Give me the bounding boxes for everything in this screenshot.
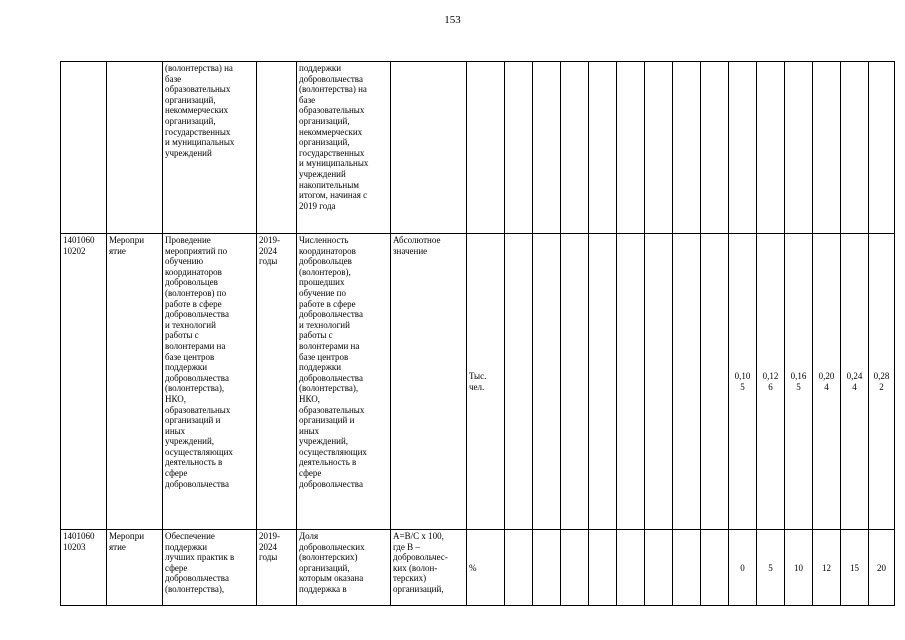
value-cell (505, 62, 533, 234)
value-cell (673, 530, 701, 606)
value-cell (505, 530, 533, 606)
event-name-cell: (волонтерства) на базе образовательных организаций, некоммерческих организаций, государственных и муниципальных учреждений (163, 62, 257, 234)
value-cell (701, 530, 729, 606)
unit-cell: % (467, 530, 505, 606)
unit-cell (467, 62, 505, 234)
value-cell (785, 62, 813, 234)
value-cell (701, 62, 729, 234)
value-cell (617, 62, 645, 234)
period-cell: 2019- 2024 годы (257, 234, 297, 530)
value-cell (533, 62, 561, 234)
table-row (61, 234, 895, 530)
value-cell (757, 62, 785, 234)
value-cell (645, 62, 673, 234)
indicator-cell: Доля добровольческих (волонтерских) организаций, которым оказана поддержка в (297, 530, 391, 606)
value-cell (841, 62, 869, 234)
value-cell (589, 62, 617, 234)
value-cell (813, 62, 841, 234)
value-cell: 0,28 2 (869, 234, 895, 530)
value-cell (561, 530, 589, 606)
method-cell: A=B/C x 100, где B – добровольчес- ких (волон- терских) организаций, (391, 530, 467, 606)
table-row (61, 530, 895, 606)
indicator-cell: Численность координаторов добровольцев (волонтеров), прошедших обучение по работе в сфере добровольчества и технологий работы с волонтерами на базе центров поддержки добровольчества (волонтерства), НКО, образовательных организаций и иных учреждений, осуществляющих деятельность в сфере добровольчества (297, 234, 391, 530)
method-cell: Абсолютное значение (391, 234, 467, 530)
event-name-cell: Обеспечение поддержки лучших практик в сфере добровольчества (волонтерства), (163, 530, 257, 606)
value-cell (533, 530, 561, 606)
type-cell (107, 62, 163, 234)
type-cell: Меропри ятие (107, 530, 163, 606)
indicator-cell: поддержки добровольчества (волонтерства) на базе образовательных организаций, некоммерческих организаций, государственных и муниципальных учреждений накопительным итогом, начиная с 2019 года (297, 62, 391, 234)
program-table (60, 61, 895, 606)
value-cell (533, 234, 561, 530)
value-cell: 10 (785, 530, 813, 606)
code-cell (61, 62, 107, 234)
value-cell: 12 (813, 530, 841, 606)
value-cell: 0,10 5 (729, 234, 757, 530)
value-cell (701, 234, 729, 530)
value-cell: 0,16 5 (785, 234, 813, 530)
period-cell (257, 62, 297, 234)
event-name-cell: Проведение мероприятий по обучению координаторов добровольцев (волонтеров) по работе в сфере добровольчества и технологий работы с волонтерами на базе центров поддержки добровольчества (волонтерства), НКО, образовательных организаций и иных учреждений, осуществляющих деятельность в сфере добровольчества (163, 234, 257, 530)
value-cell (505, 234, 533, 530)
value-cell (561, 62, 589, 234)
code-cell: 1401060 10202 (61, 234, 107, 530)
page-number: 153 (444, 14, 461, 26)
value-cell (673, 62, 701, 234)
value-cell: 5 (757, 530, 785, 606)
value-cell (617, 530, 645, 606)
value-cell (617, 234, 645, 530)
value-cell: 0,20 4 (813, 234, 841, 530)
code-cell: 1401060 10203 (61, 530, 107, 606)
value-cell (869, 62, 895, 234)
value-cell: 0,12 6 (757, 234, 785, 530)
table-row (61, 62, 895, 234)
period-cell: 2019- 2024 годы (257, 530, 297, 606)
method-cell (391, 62, 467, 234)
value-cell: 0 (729, 530, 757, 606)
value-cell (673, 234, 701, 530)
value-cell (645, 530, 673, 606)
value-cell: 20 (869, 530, 895, 606)
value-cell: 15 (841, 530, 869, 606)
value-cell: 0,24 4 (841, 234, 869, 530)
unit-cell: Тыс. чел. (467, 234, 505, 530)
value-cell (589, 234, 617, 530)
value-cell (589, 530, 617, 606)
value-cell (561, 234, 589, 530)
value-cell (729, 62, 757, 234)
value-cell (645, 234, 673, 530)
type-cell: Меропри ятие (107, 234, 163, 530)
